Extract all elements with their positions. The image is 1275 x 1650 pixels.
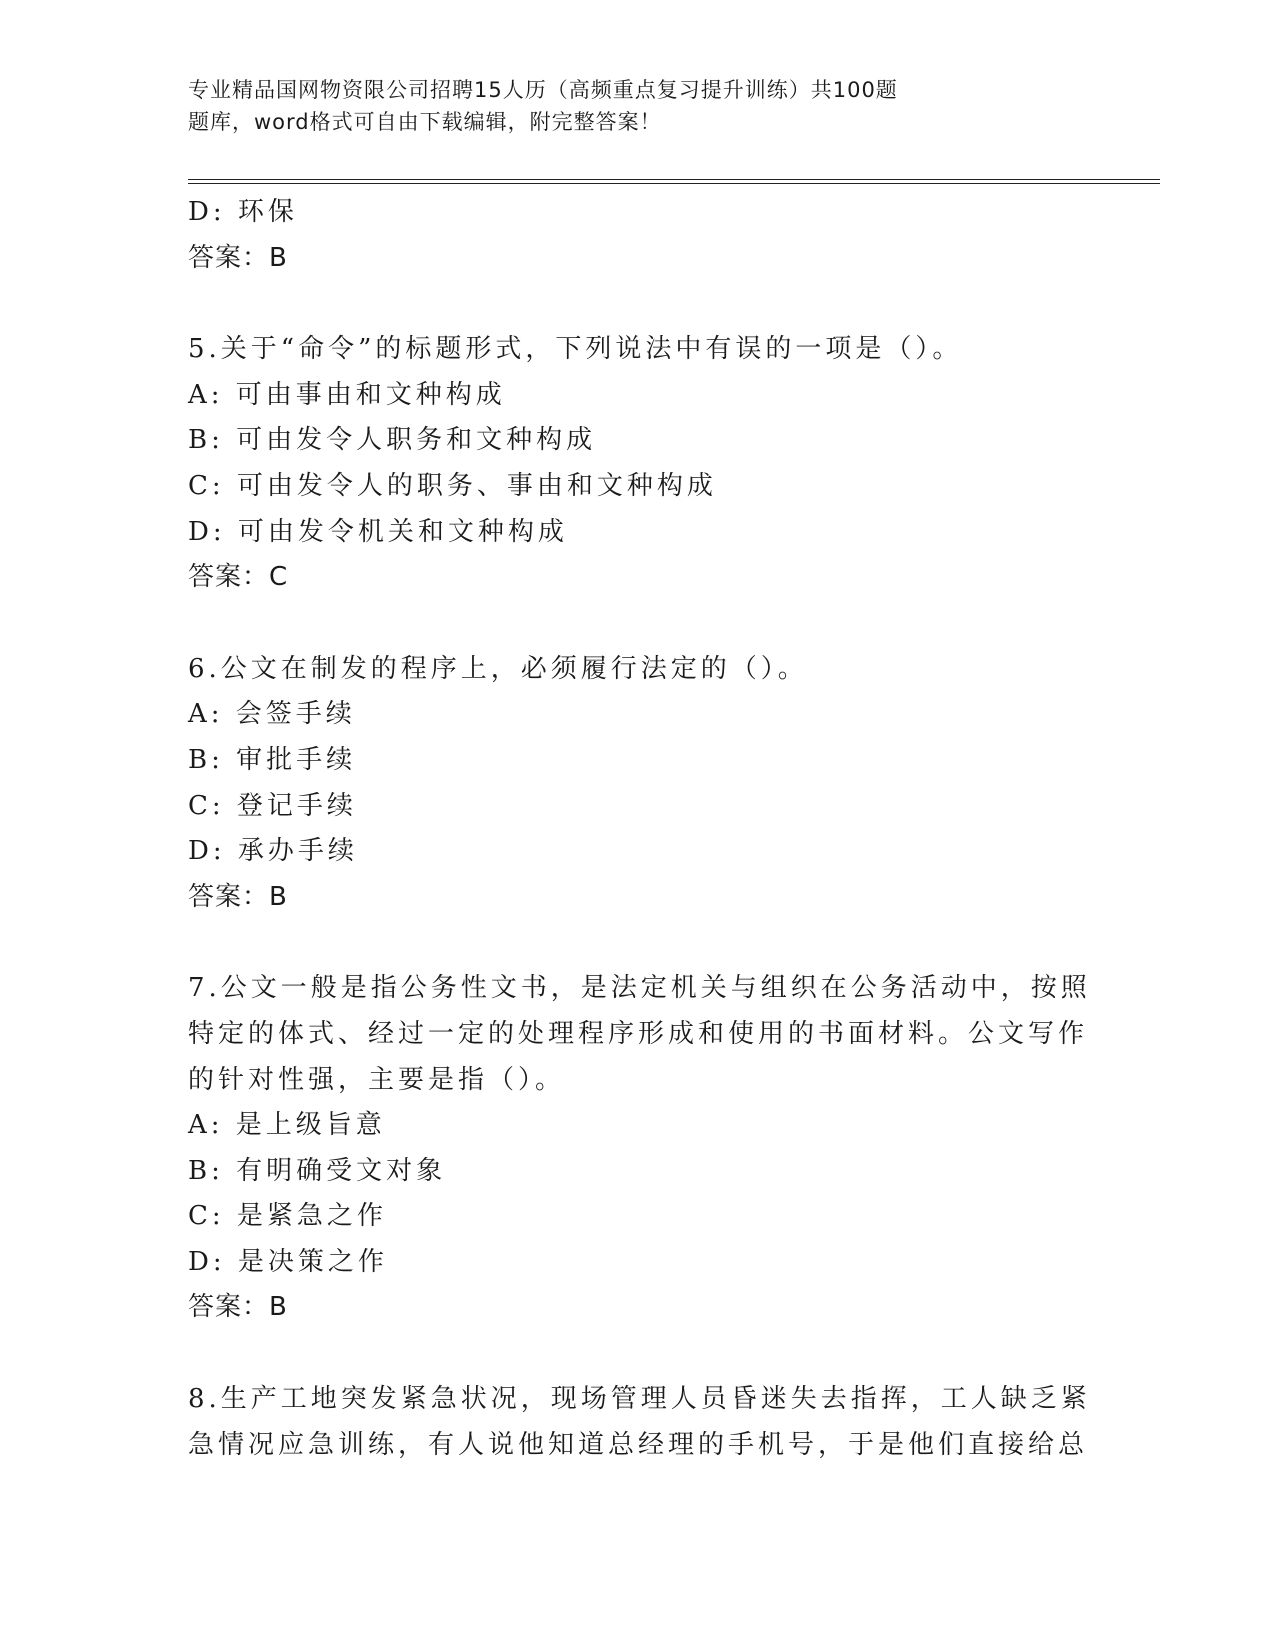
- question-6: [188, 647, 1068, 921]
- previous-question-tail: [188, 190, 1068, 281]
- question-text-line-1: 7.公文一般是指公务性文书，是法定机关与组织在公务活动中，按照: [188, 973, 1091, 1004]
- option-d: D: 是决策之作: [188, 1246, 388, 1277]
- option-a: A: 会签手续: [188, 699, 356, 730]
- option-c: C: 可由发令人的职务、事由和文种构成: [188, 470, 717, 501]
- document-header: [188, 74, 1008, 138]
- option-c: C: 登记手续: [188, 790, 357, 821]
- header-divider-bottom: [188, 183, 1160, 184]
- option-c: C: 是紧急之作: [188, 1201, 387, 1232]
- answer-line: 答案：B: [188, 242, 288, 273]
- answer-line: 答案：B: [188, 1292, 288, 1323]
- answer-line: 答案：B: [188, 881, 288, 912]
- option-a: A: 是上级旨意: [188, 1110, 386, 1141]
- question-8: [188, 1377, 1091, 1468]
- question-text-line-1: 8.生产工地突发紧急状况，现场管理人员昏迷失去指挥，工人缺乏紧: [188, 1384, 1091, 1415]
- option-d: D: 环保: [188, 197, 298, 227]
- header-divider-top: [188, 179, 1160, 180]
- question-5: [188, 327, 1068, 601]
- question-text-line-2: 特定的体式、经过一定的处理程序形成和使用的书面材料。公文写作: [188, 1018, 1089, 1049]
- option-a: A: 可由事由和文种构成: [188, 379, 506, 410]
- option-b: B: 审批手续: [188, 744, 357, 775]
- question-7: [188, 966, 1091, 1331]
- question-text-line-2: 急情况应急训练，有人说他知道总经理的手机号，于是他们直接给总: [188, 1429, 1089, 1460]
- question-text: 6.公文在制发的程序上，必须履行法定的（）。: [188, 653, 808, 684]
- option-d: D: 承办手续: [188, 836, 358, 867]
- header-title-line-2: 题库，word格式可自由下载编辑，附完整答案！: [188, 110, 662, 134]
- option-b: B: 有明确受文对象: [188, 1155, 447, 1186]
- option-d: D: 可由发令机关和文种构成: [188, 516, 568, 547]
- document-body: [188, 190, 1091, 1468]
- question-text: 5.关于“命令”的标题形式，下列说法中有误的一项是（）。: [188, 334, 963, 365]
- header-title-line-1: 专业精品国网物资限公司招聘15人历（高频重点复习提升训练）共100题: [188, 78, 898, 102]
- option-b: B: 可由发令人职务和文种构成: [188, 425, 597, 456]
- question-text-line-3: 的针对性强，主要是指（）。: [188, 1064, 566, 1095]
- answer-line: 答案：C: [188, 562, 289, 593]
